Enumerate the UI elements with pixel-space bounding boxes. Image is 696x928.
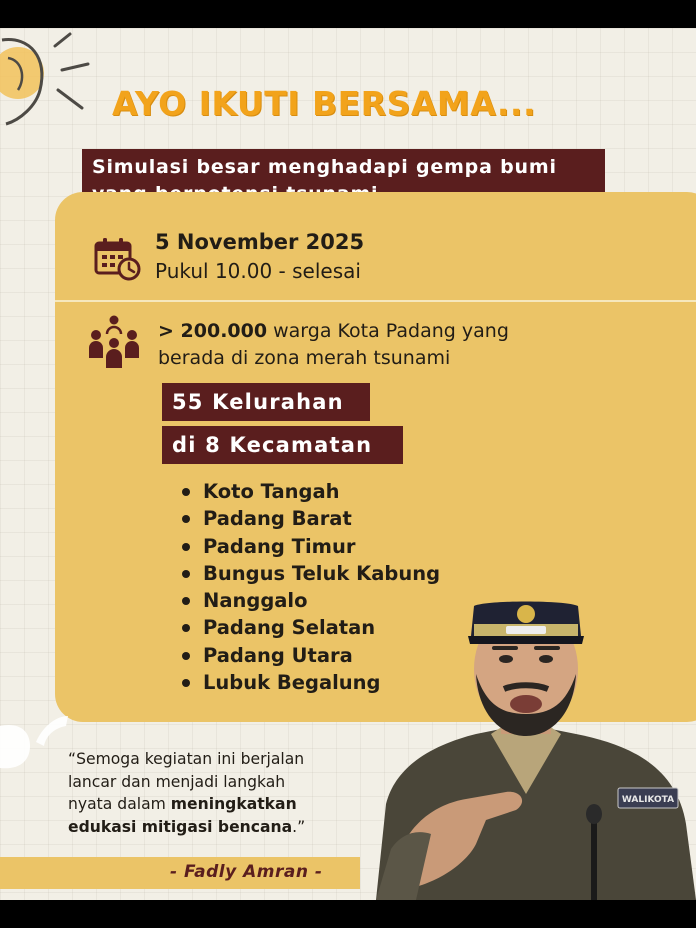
list-item: Lubuk Begalung xyxy=(180,669,440,696)
participants-count: > 200.000 xyxy=(158,320,268,342)
lightbulb-doodle-icon xyxy=(0,28,95,128)
subheadline-line-1: Simulasi besar menghadapi gempa bumi xyxy=(92,156,557,178)
list-item: Padang Selatan xyxy=(180,614,440,641)
quote-line-1: “Semoga kegiatan ini berjalan xyxy=(68,750,305,768)
quote-line-3 xyxy=(68,793,368,816)
event-date: 5 November 2025 xyxy=(155,230,365,254)
participants-text xyxy=(158,318,578,372)
people-group-icon xyxy=(86,314,142,368)
quote-text xyxy=(68,748,368,838)
participants-line-2: berada di zona merah tsunami xyxy=(158,347,451,369)
quote-line-3-bold: meningkatkan xyxy=(170,795,297,814)
participants-line-1-rest: warga Kota Padang yang xyxy=(267,320,509,342)
quote-line-3-plain: nyata dalam xyxy=(68,795,171,814)
list-item: Koto Tangah xyxy=(180,478,440,505)
mayor-portrait xyxy=(356,564,696,900)
list-item: Nanggalo xyxy=(180,587,440,614)
panel-divider xyxy=(55,300,696,302)
list-item: Padang Barat xyxy=(180,505,440,532)
event-time: Pukul 10.00 - selesai xyxy=(155,259,361,283)
list-item: Padang Timur xyxy=(180,533,440,560)
quote-line-4-end: .” xyxy=(292,817,306,836)
uniform-tag: WALIKOTA xyxy=(621,795,675,805)
kecamatan-badge: di 8 Kecamatan xyxy=(162,426,403,464)
calendar-clock-icon xyxy=(94,237,142,281)
quote-line-4-bold: edukasi mitigasi bencana xyxy=(68,817,293,836)
quote-mark-icon xyxy=(0,706,70,786)
list-item: Bungus Teluk Kabung xyxy=(180,560,440,587)
quote-author: - Fadly Amran - xyxy=(170,862,323,882)
headline: AYO IKUTI BERSAMA... xyxy=(112,84,536,123)
participants-line-1 xyxy=(158,318,578,345)
kelurahan-badge: 55 Kelurahan xyxy=(162,383,370,421)
quote-line-4 xyxy=(68,816,368,839)
poster xyxy=(0,28,696,900)
list-item: Padang Utara xyxy=(180,642,440,669)
quote-line-2: lancar dan menjadi langkah xyxy=(68,772,286,791)
